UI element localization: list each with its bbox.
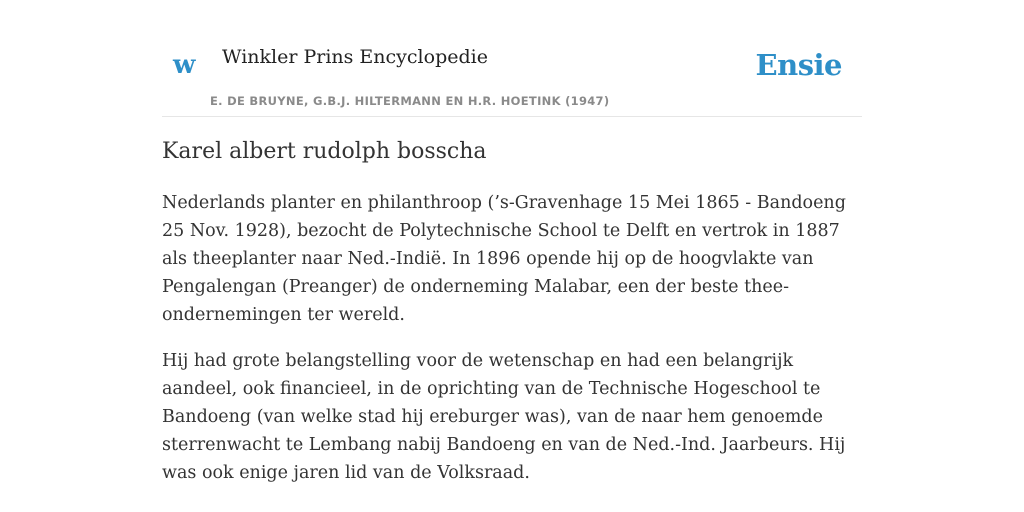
- source-title-link[interactable]: Winkler Prins Encyclopedie: [222, 46, 488, 68]
- source-logo[interactable]: w: [173, 50, 196, 80]
- article-body: [162, 138, 862, 505]
- article-title: Karel albert rudolph bosscha: [162, 139, 487, 164]
- article-paragraph: Nederlands planter en philanthroop (’s-Gravenhage 15 Mei 1865 - Bandoeng 25 Nov. 1928), bezocht de Polytechnische School te Delft en vertrok in 1887 als theeplanter naar Ned.-Indië. In 1896 opende hij op de hoogvlakte van Pengalengan (Preanger) de onderneming Malabar, een der beste thee-ondernemingen ter wereld.: [162, 192, 846, 325]
- source-header: [162, 0, 862, 117]
- article-paragraph: Hij had grote belangstelling voor de wetenschap en had een belangrijk aandeel, ook financieel, in de oprichting van de Technische Hogeschool te Bandoeng (van welke stad hij ereburger was), van de naar hem genoemde sterrenwacht te Lembang nabij Bandoeng en van de Ned.-Ind. Jaarbeurs. Hij was ook enige jaren lid van de Volksraad.: [162, 350, 846, 483]
- source-authors: E. DE BRUYNE, G.B.J. HILTERMANN EN H.R. HOETINK (1947): [210, 94, 610, 108]
- ensie-logo[interactable]: Ensie: [755, 48, 842, 82]
